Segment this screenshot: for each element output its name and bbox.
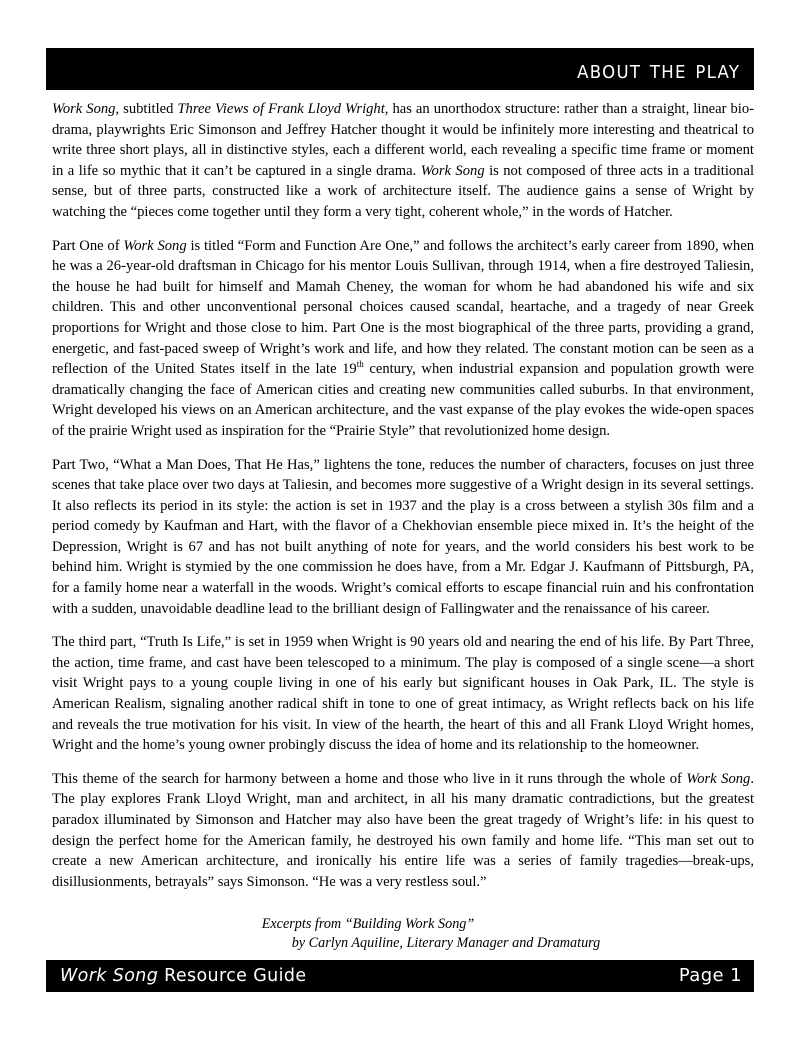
emphasis-title: Work Song xyxy=(52,101,116,117)
article-body xyxy=(52,99,754,892)
page-footer-bar xyxy=(46,960,754,992)
page-title: about the play xyxy=(576,54,740,84)
emphasis-title: Three Views of Frank Lloyd Wright xyxy=(177,101,385,117)
footer-guide-suffix: Resource Guide xyxy=(158,965,307,986)
paragraph-intro: Work Song, subtitled Three Views of Frank Lloyd Wright, has an unorthodox structure: rather than a straight, linear bio-drama, playwrights Eric Simonson and Jeffrey Hatcher thought it would be infinitely more interesting and theatrical to write three short plays, all in distinctive styles, each a different world, each revealing a specific time frame or moment in a life so mythic that it can’t be captured in a single drama. Work Song is not composed of three acts in a traditional sense, but of three parts, constructed like a work of architecture itself. The audience gains a sense of Wright by watching the “pieces come together until they form a very tight, coherent whole,” in the words of Hatcher. xyxy=(52,101,755,220)
paragraph-theme: This theme of the search for harmony between a home and those who live in it runs through the whole of Work Song. The play explores Frank Lloyd Wright, man and architect, in all his many dramatic contradictions, but the greatest paradox illuminated by Simonson and Hatcher may also have been the great tragedy of Wright’s life: in his quest to design the perfect home for the American family, he destroyed his own family and home life. “This man set out to create a new American architecture, and ironically his entire life was a series of family tragedies—break-ups, disillusionments, betrayals” says Simonson. “He was a very restless soul.” xyxy=(52,770,754,890)
emphasis-title: Work Song xyxy=(686,770,751,787)
attribution-block xyxy=(52,915,754,953)
page-header-bar xyxy=(46,48,754,90)
emphasis-title: Work Song xyxy=(420,162,485,179)
emphasis-title: Work Song xyxy=(123,237,187,254)
paragraph-part-one: Part One of Work Song is titled “Form and Function Are One,” and follows the architect’s early career from 1890, when he was a 26-year-old draftsman in Chicago for his mentor Louis Sullivan, through 1914, when a fire destroyed Taliesin, the house he had built for himself and Mamah Cheney, the woman for whom he had abandoned his wife and six children. This and other unconventional personal choices caused scandal, heartache, and a tragedy of near Greek proportions for Wright and those close to him. Part One is the most biographical of the three parts, providing a grand, energetic, and fast-paced sweep of Wright’s work and life, and how they related. The constant motion can be seen as a reflection of the United States itself in the late 19th century, when industrial expansion and population growth were dramatically changing the face of American cities and creating new communities called suburbs. In that environment, Wright developed his views on an American architecture, and the vast expanse of the play evokes the wide-open spaces of the prairie Wright used as inspiration for the “Prairie Style” that revolutionized home design. xyxy=(52,237,754,439)
paragraph-part-two: Part Two, “What a Man Does, That He Has,” lightens the tone, reduces the number of characters, focuses on just three scenes that take place over two days at Taliesin, and becomes more suggestive of a Wright design in its several settings. It also reflects its period in its style: the action is set in 1937 and the play is a cross between a stylish 30s film and a period comedy by Kaufman and Hart, with the flavor of a Chekhovian ensemble piece mixed in. It’s the height of the Depression, Wright is 67 and has not built anything of note for years, and the world considers his best work to be behind him. Wright is stymied by the one commission he does have, from a Mr. Edgar J. Kaufmann of Pittsburgh, PA, for a family home near a waterfall in the woods. Wright’s comical efforts to escape financial ruin and his confrontation with a sudden, unavoidable deadline lead to the brilliant design of Fallingwater and the renaissance of his career. xyxy=(52,456,754,617)
paragraph-part-three: The third part, “Truth Is Life,” is set in 1959 when Wright is 90 years old and nearing the end of his life. By Part Three, the action, time frame, and cast have been telescoped to a minimum. The play is composed of a single scene—a short visit Wright pays to a young couple living in one of his early but significant houses in Oak Park, IL. The style is American Realism, signaling another radical shift in tone to one of great intimacy, as Wright reflects back on his life and reveals the true motivation for his visit. In view of the hearth, the heart of this and all Frank Lloyd Wright homes, Wright and the home’s young owner probingly discuss the idea of home and its relationship to the homeowner. xyxy=(52,634,754,754)
attribution-author: by Carlyn Aquiline, Literary Manager and Dramaturg xyxy=(291,935,601,951)
attribution-source: Excerpts from “Building Work Song” xyxy=(261,916,475,932)
footer-page-number: Page 1 xyxy=(678,965,742,986)
footer-show-title: Work Song xyxy=(60,965,159,986)
ordinal-suffix: th xyxy=(356,359,364,370)
footer-guide-title xyxy=(60,967,306,985)
